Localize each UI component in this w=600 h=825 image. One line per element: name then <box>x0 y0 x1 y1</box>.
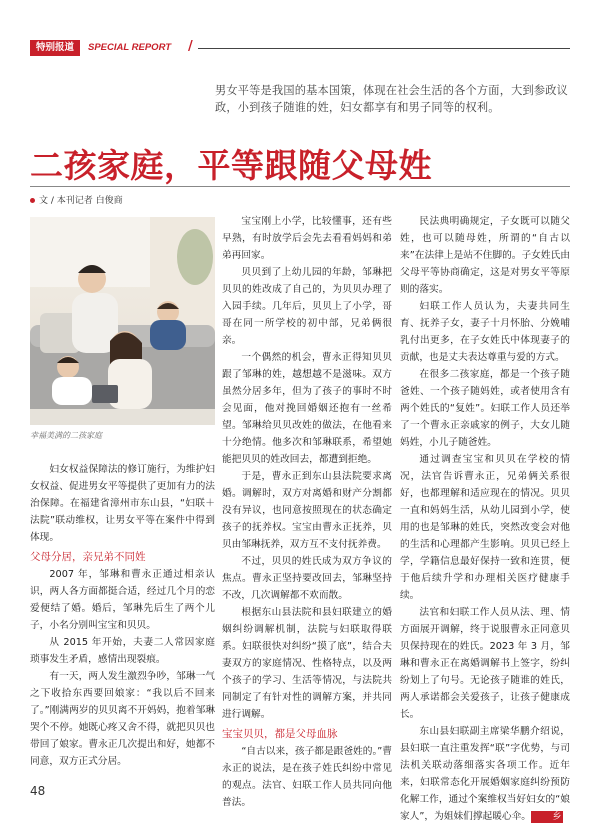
paragraph: 于是，曹永正到东山县法院要求离婚。调解时，双方对离婚和财产分割都没有异议，也同意按照现在的状态确定孩子的抚养权。宝宝由曹永正抚养，贝贝由邹琳抚养，双方互不支付抚养费。 <box>222 471 392 550</box>
paragraph: 宝宝刚上小学，比较懂事，还有些早熟，有时放学后会先去看看妈妈和弟弟再回家。 <box>222 216 392 261</box>
end-mark-icon: 乡 <box>531 811 563 823</box>
article-title: 二孩家庭，平等跟随父母姓 <box>30 146 432 185</box>
section-header <box>30 40 570 58</box>
intro-paragraph: 妇女权益保障法的修订施行，为维护妇女权益、促进男女平等提供了更加有力的法治保障。在福建省漳州市东山县，“妇联＋法院”联动维权，让男女平等在案件中得到体现。 <box>30 464 215 543</box>
section-slash: / <box>188 39 193 54</box>
byline-dot-icon <box>30 198 35 203</box>
family-photo-illustration <box>30 217 215 425</box>
section-tag-english: SPECIAL REPORT <box>88 42 172 53</box>
paragraph: 一个偶然的机会，曹永正得知贝贝跟了邹琳的姓，越想越不是滋味。双方虽然分居多年，但为了孩子的事时不时会见面，他对挽回婚姻还抱有一丝希望。邹琳给贝贝改姓的做法，在他看来十分绝情。他多次和邹琳联系，希望她能把贝贝的姓改回去，都遭到拒绝。 <box>222 352 392 465</box>
paragraph: 法官和妇联工作人员从法、理、情方面展开调解，终于说服曹永正同意贝贝保持现在的姓氏。2023 年 3 月，邹琳和曹永正在离婚调解书上签字，纷纠纷划上了句号。无论孩子随谁的姓氏，两人承诺都会关爱孩子，让孩子健康成长。 <box>400 607 570 720</box>
paragraph: 不过，贝贝的姓氏成为双方争议的焦点。曹永正坚持要改回去，邹琳坚持不改，几次调解都不欢而散。 <box>222 556 392 601</box>
photo-caption: 幸福美满的二孩家庭 <box>30 431 102 440</box>
section-heading-1: 父母分居，亲兄弟不同姓 <box>30 551 146 563</box>
column-3 <box>400 213 570 825</box>
column-1 <box>30 461 215 770</box>
section-tag: 特别报道 <box>30 40 80 56</box>
paragraph: “自古以来，孩子都是跟爸姓的。”曹永正的说法，是在孩子姓氏纠纷中常见的观点。法官、妇联工作人员共同向他普法。 <box>222 746 392 808</box>
paragraph: 通过调查宝宝和贝贝在学校的情况，法官告诉曹永正，兄弟俩关系很好，也都理解和适应现在的情况。贝贝一直和妈妈生活，从幼儿园到小学，使用的也是邹琳的姓氏，突然改变会对他的生活和心理都产生影响。贝贝已经上学，学籍信息最好保持一致和连贯，便于他后续升学和办理相关医疗健康手续。 <box>400 454 570 601</box>
paragraph: 从 2015 年开始，夫妻二人常因家庭琐事发生矛盾，感情出现裂痕。 <box>30 637 215 665</box>
paragraph: 妇联工作人员认为，夫妻共同生育、抚养子女，妻子十月怀胎、分娩哺乳付出更多，在子女姓氏中体现妻子的贡献，也是丈夫表达尊重与爱的方式。 <box>400 301 570 363</box>
page-number: 48 <box>30 784 46 798</box>
title-rule <box>30 186 570 187</box>
paragraph <box>400 723 570 825</box>
paragraph: 根据东山县法院和县妇联建立的婚姻纠纷调解机制，法院与妇联取得联系。妇联很快对纠纷“摸了底”，结合夫妻双方的家庭情况、性格特点，以及两个孩子的学习、生活等情况，与法院共同制定了有针对性的调解方案，并共同进行调解。 <box>222 607 392 720</box>
paragraph: 贝贝到了上幼儿园的年龄，邹琳把贝贝的姓改成了自己的，为贝贝办理了入园手续。几年后，贝贝上了小学，哥哥在同一所学校的初中部，兄弟俩很亲。 <box>222 267 392 346</box>
last-paragraph-text: 东山县妇联副主席梁华鹏介绍说，县妇联一直注重发挥“联”字优势，与司法机关联动落细落实各项工作。近年来，妇联常态化开展婚姻家庭纠纷预防化解工作，通过个案维权当好妇女的“娘家人”，为姐妹们撑起暖心伞。 <box>400 726 570 822</box>
paragraph: 有一天，两人发生激烈争吵，邹琳一气之下收拾东西要回娘家：“我以后不回来了。”刚满两岁的贝贝离不开妈妈，抱着邹琳哭个不停。她既心疼又舍不得，就把贝贝也带回了娘家。曹永正几次提出和好，她都不同意，双方正式分居。 <box>30 671 215 767</box>
paragraph: 2007 年，邹琳和曹永正通过相亲认识，两人各方面都挺合适，经过几个月的恋爱便结了婚。婚后，邹琳先后生了两个儿子，小名分别叫宝宝和贝贝。 <box>30 569 215 631</box>
byline-text: 文 / 本刊记者 白俊商 <box>39 196 123 206</box>
family-photo <box>30 217 215 425</box>
paragraph: 民法典明确规定，子女既可以随父姓，也可以随母姓，所谓的“自古以来”在法律上是站不住脚的。子女姓氏由父母平等协商确定，这是对男女平等原则的落实。 <box>400 216 570 295</box>
column-2 <box>222 213 392 811</box>
byline <box>30 193 123 206</box>
lede-text: 男女平等是我国的基本国策，体现在社会生活的各个方面，大到参政议政，小到孩子随谁的姓，妇女都享有和男子同等的权利。 <box>215 84 569 114</box>
header-rule <box>198 48 570 49</box>
paragraph: 在很多二孩家庭，都是一个孩子随爸姓、一个孩子随妈姓，或者使用含有两个姓氏的“复姓”。妇联工作人员还举了一个曹永正亲戚家的例子，大女儿随妈姓，小儿子随爸姓。 <box>400 369 570 448</box>
section-heading-2: 宝宝贝贝，都是父母血脉 <box>222 728 338 740</box>
